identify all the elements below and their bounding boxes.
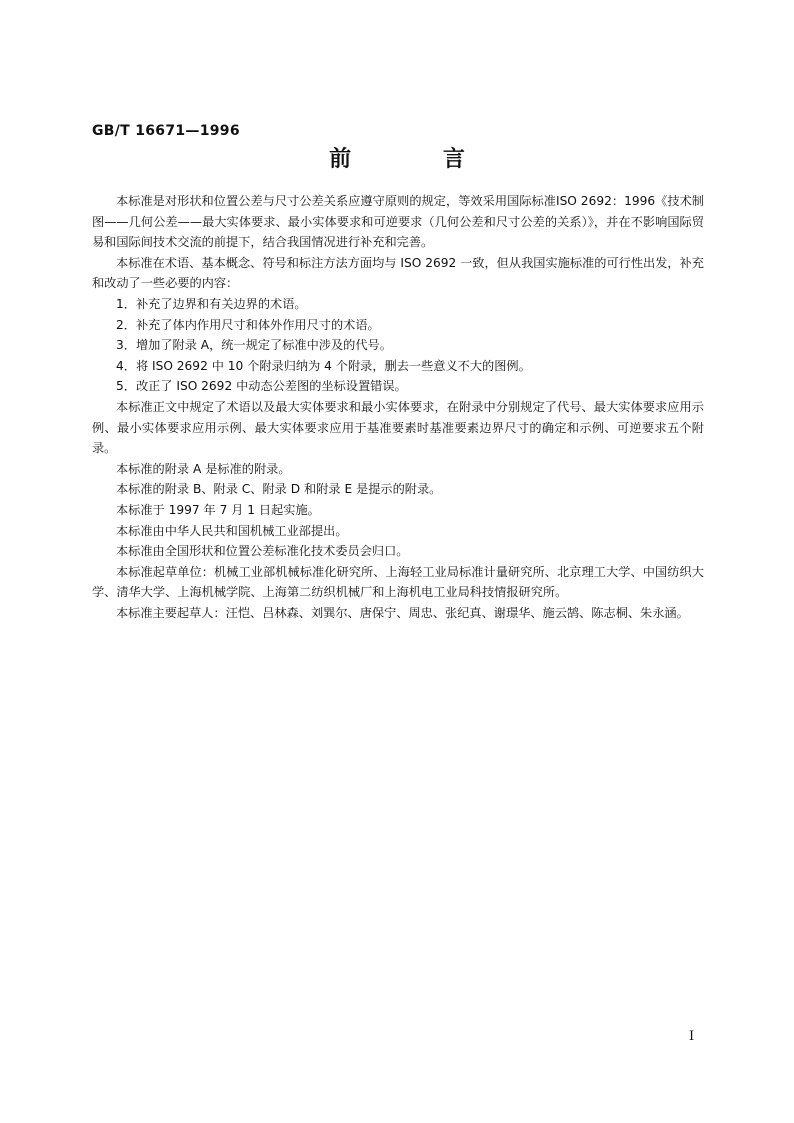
paragraph: 本标准于 1997 年 7 月 1 日起实施。 (116, 502, 320, 517)
paragraph: 本标准在术语、基本概念、符号和标注方法方面均与 ISO 2692 一致，但从我国实施标准的可行性出发，补充和改动了一些必要的内容： (92, 255, 704, 291)
standard-code: GB/T 16671—1996 (92, 123, 240, 139)
list-item: 3．增加了附录 A，统一规定了标准中涉及的代号。 (116, 338, 392, 353)
paragraph: 本标准正文中规定了术语以及最大实体要求和最小实体要求，在附录中分别规定了代号、最大实体要求应用示例、最小实体要求应用示例、最大实体要求应用于基准要素时基准要素边界尺寸的确定和示例、可逆要求五个附录。 (92, 399, 704, 456)
paragraph: 本标准的附录 A 是标准的附录。 (116, 461, 291, 476)
paragraph: 本标准由中华人民共和国机械工业部提出。 (116, 523, 348, 538)
paragraph: 本标准主要起草人：汪恺、吕林森、刘巽尔、唐保宁、周忠、张纪真、谢璟华、施云鹄、陈志桐、朱永涵。 (116, 605, 689, 620)
foreword-body (92, 191, 704, 623)
list-item: 4．将 ISO 2692 中 10 个附录归纳为 4 个附录，删去一些意义不大的图例。 (116, 358, 531, 373)
paragraph: 本标准是对形状和位置公差与尺寸公差关系应遵守原则的规定，等效采用国际标准ISO 2692：1996《技术制图——几何公差——最大实体要求、最小实体要求和可逆要求（几何公差和尺寸公差的关系）》，并在不影响国际贸易和国际间技术交流的前提下，结合我国情况进行补充和完善。 (92, 194, 704, 250)
paragraph: 本标准起草单位：机械工业部机械标准化研究所、上海轻工业局标准计量研究所、北京理工大学、中国纺织大学、清华大学、上海机械学院、上海第二纺织机械厂和上海机电工业局科技情报研究所。 (92, 564, 704, 600)
list-item: 1．补充了边界和有关边界的术语。 (116, 296, 307, 311)
paragraph: 本标准的附录 B、附录 C、附录 D 和附录 E 是提示的附录。 (116, 482, 442, 497)
list-item: 2．补充了体内作用尺寸和体外作用尺寸的术语。 (116, 317, 380, 332)
page-number: I (689, 1029, 695, 1044)
page-title: 前 言 (329, 147, 507, 172)
paragraph: 本标准由全国形状和位置公差标准化技术委员会归口。 (116, 544, 409, 559)
list-item: 5．改正了 ISO 2692 中动态公差图的坐标设置错误。 (116, 379, 407, 394)
